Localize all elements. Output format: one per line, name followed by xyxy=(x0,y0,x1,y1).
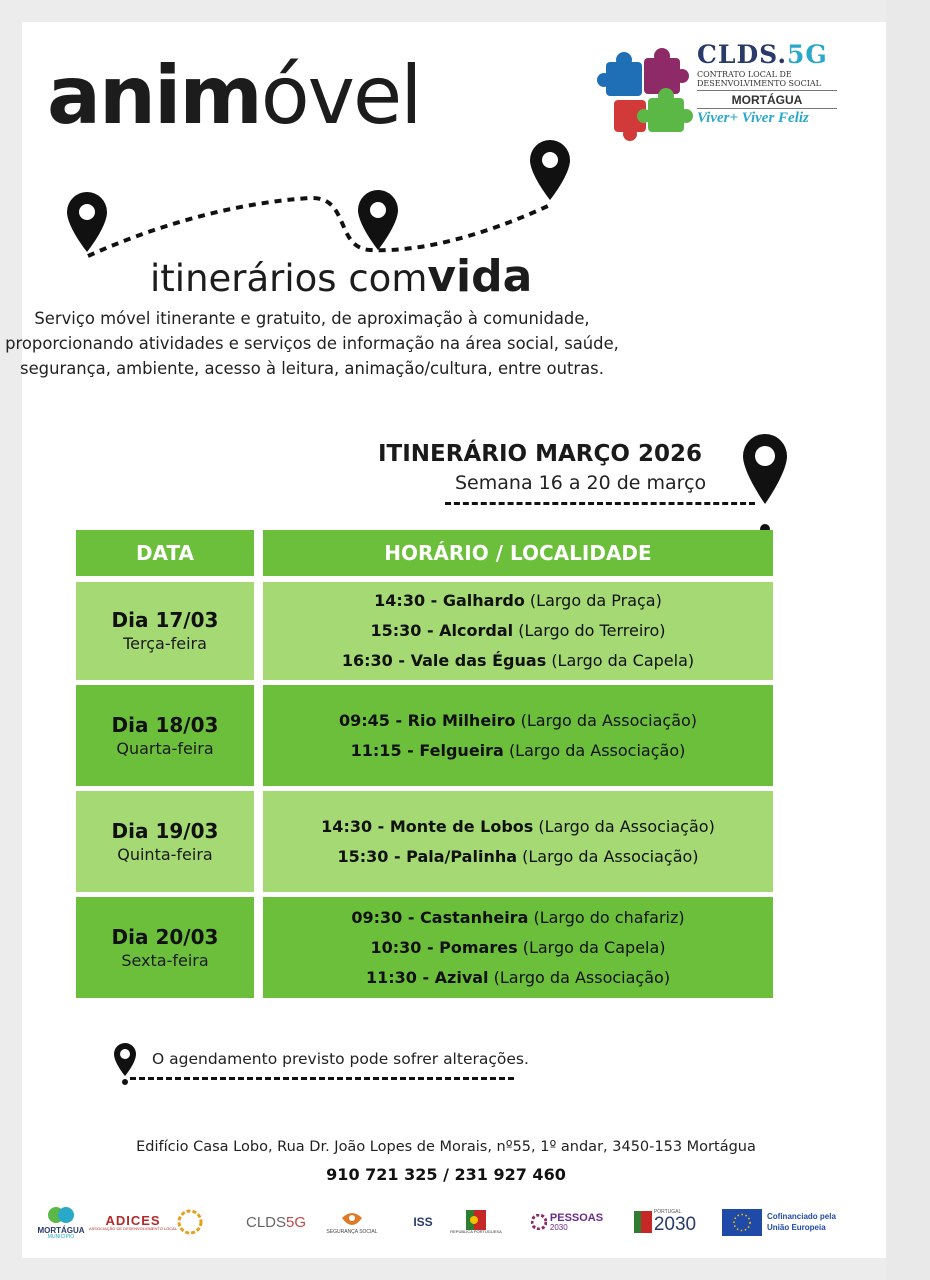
service-description: Serviço móvel itinerante e gratuito, de aproximação à comunidade, proporcionando atividades e serviços de informação na área social, saúde, segurança, ambiente, acesso à leitura, animação/cultura, entre outras. xyxy=(5,309,619,378)
title-light: óvel xyxy=(260,49,421,142)
portugal-text: PORTUGAL xyxy=(653,1209,682,1215)
stop-detail: (Largo da Associação) xyxy=(508,740,686,760)
location-cell xyxy=(263,582,773,680)
stop-detail: (Largo da Associação) xyxy=(538,816,715,836)
iss-logo xyxy=(402,1196,444,1248)
stop-detail: (Largo da Capela) xyxy=(522,937,666,957)
footer-clds-num: 5G xyxy=(286,1213,307,1231)
date-cell xyxy=(76,791,254,892)
side-strip xyxy=(886,0,930,1280)
portugal-year: 2030 xyxy=(653,1214,697,1235)
adices-logo xyxy=(88,1196,178,1248)
pessoas-2030-logo xyxy=(524,1196,610,1248)
stop-detail: (Largo da Capela) xyxy=(551,651,695,670)
stop-entry xyxy=(370,933,665,963)
location-cell xyxy=(263,791,773,892)
slogan-bold: vida xyxy=(427,251,533,302)
stop-time-place: 14:30 - Monte de Lobos xyxy=(321,816,534,836)
clds-name: CLDS. xyxy=(697,40,788,69)
stop-detail: (Largo da Associação) xyxy=(520,710,698,730)
stop-detail: (Largo do Terreiro) xyxy=(518,621,666,640)
republica-text: REPÚBLICA PORTUGUESA xyxy=(450,1229,502,1234)
clds-subtitle-line2: DESENVOLVIMENTO SOCIAL xyxy=(697,79,821,88)
stop-entry xyxy=(351,736,686,766)
portugal-2030-logo xyxy=(626,1196,704,1248)
pessoas-icon xyxy=(531,1214,547,1230)
eu-cofinancing-logo xyxy=(722,1196,852,1248)
stop-time-place: 15:30 - Pala/Palinha xyxy=(337,846,518,866)
clds-subtitle-line1: CONTRATO LOCAL DE xyxy=(697,70,792,79)
seguranca-social-text: SEGURANÇA SOCIAL xyxy=(326,1228,378,1235)
eu-text: Cofinanciado pela União Europeia xyxy=(767,1212,836,1232)
clds-5g: 5G xyxy=(787,40,828,69)
clds-subtitle xyxy=(697,70,837,91)
agenda-2030-icon xyxy=(176,1196,204,1248)
partner-logos xyxy=(30,1196,862,1248)
stop-entry xyxy=(370,616,665,646)
table-row xyxy=(76,791,773,892)
stop-time-place: 16:30 - Vale das Éguas xyxy=(341,651,547,670)
address: Edifício Casa Lobo, Rua Dr. João Lopes de Morais, nº55, 1º andar, 3450-153 Mortágua xyxy=(136,1139,756,1155)
table-row xyxy=(76,897,773,998)
stop-detail: (Largo do chafariz) xyxy=(533,907,685,927)
stop-time-place: 11:30 - Azival xyxy=(365,967,489,987)
stop-entry xyxy=(374,586,662,616)
itinerary-title: ITINERÁRIO MARÇO 2026 xyxy=(378,441,702,467)
pessoas-year: 2030 xyxy=(549,1222,568,1232)
clds-title xyxy=(697,42,837,67)
stop-entry xyxy=(351,903,684,933)
stop-time-place: 11:15 - Felgueira xyxy=(350,740,504,760)
adices-text: ADICES xyxy=(105,1212,161,1228)
schedule-note: O agendamento previsto pode sofrer alterações. xyxy=(152,1050,529,1068)
clds-motto: Viver+ Viver Feliz xyxy=(697,110,809,126)
portugal-flag-icon xyxy=(466,1210,486,1230)
slogan-light: itinerários com xyxy=(150,257,428,300)
date-cell xyxy=(76,897,254,998)
puzzle-logo-icon xyxy=(578,24,698,154)
stop-entry xyxy=(366,963,670,993)
stop-detail: (Largo da Praça) xyxy=(529,591,662,610)
eu-flag-icon xyxy=(722,1209,762,1236)
clds-place: MORTÁGUA xyxy=(697,93,837,109)
footer-clds-text: CLDS xyxy=(245,1213,286,1231)
itinerary-dashed-line xyxy=(445,502,755,505)
clds-5g-footer-logo xyxy=(236,1196,316,1248)
mortagua-sub: MUNICÍPIO xyxy=(47,1233,75,1240)
stop-entry xyxy=(321,812,715,842)
pessoas-text: PESSOAS xyxy=(549,1211,604,1224)
table-row xyxy=(76,685,773,786)
clds-logo xyxy=(697,42,837,127)
phone-numbers: 910 721 325 / 231 927 460 xyxy=(326,1165,566,1184)
itinerary-week: Semana 16 a 20 de março xyxy=(455,472,707,494)
stop-time-place: 15:30 - Alcordal xyxy=(370,621,514,640)
portugal-2030-flag-icon xyxy=(634,1211,652,1233)
day-label: Dia 18/03 xyxy=(111,712,219,737)
stop-time-place: 09:30 - Castanheira xyxy=(351,907,529,927)
day-label: Dia 20/03 xyxy=(111,924,219,949)
mortagua-logo xyxy=(30,1196,92,1248)
stop-time-place: 10:30 - Pomares xyxy=(370,937,518,957)
map-pin-icon xyxy=(67,192,107,252)
route-map-pin-icon xyxy=(30,118,590,268)
slogan xyxy=(150,251,533,302)
map-pin-icon xyxy=(740,432,790,537)
stop-entry xyxy=(339,706,697,736)
day-label: Dia 19/03 xyxy=(111,818,219,843)
weekday-label: Sexta-feira xyxy=(121,950,209,970)
location-cell xyxy=(263,897,773,998)
stop-entry xyxy=(337,842,698,872)
iss-text: ISS xyxy=(413,1215,433,1229)
republica-portuguesa-logo xyxy=(448,1196,504,1248)
weekday-label: Terça-feira xyxy=(123,634,207,653)
table-rows xyxy=(76,582,773,1003)
stop-time-place: 09:45 - Rio Milheiro xyxy=(338,710,516,730)
mortagua-leaf-icon xyxy=(46,1205,76,1227)
date-cell xyxy=(76,685,254,786)
stop-detail: (Largo da Associação) xyxy=(522,846,699,866)
header-location: HORÁRIO / LOCALIDADE xyxy=(263,530,773,576)
title-bold: anim xyxy=(47,49,261,142)
weekday-label: Quinta-feira xyxy=(117,844,213,864)
stop-time-place: 14:30 - Galhardo xyxy=(374,591,525,610)
date-cell xyxy=(76,582,254,680)
location-cell xyxy=(263,685,773,786)
weekday-label: Quarta-feira xyxy=(116,738,214,758)
map-pin-icon xyxy=(358,190,398,250)
header-date: DATA xyxy=(76,530,254,576)
table-row xyxy=(76,582,773,680)
day-label: Dia 17/03 xyxy=(111,608,219,632)
seguranca-social-icon xyxy=(339,1210,365,1230)
note-dashed-line xyxy=(130,1077,514,1080)
stop-entry xyxy=(342,646,694,676)
mortagua-text: MORTÁGUA xyxy=(37,1225,85,1235)
map-pin-icon xyxy=(530,140,570,200)
stop-detail: (Largo da Associação) xyxy=(493,967,671,987)
map-pin-icon xyxy=(113,1042,137,1087)
seguranca-social-logo xyxy=(320,1196,384,1248)
adices-sub: ASSOCIAÇÃO DE DESENVOLVIMENTO LOCAL xyxy=(88,1225,178,1231)
